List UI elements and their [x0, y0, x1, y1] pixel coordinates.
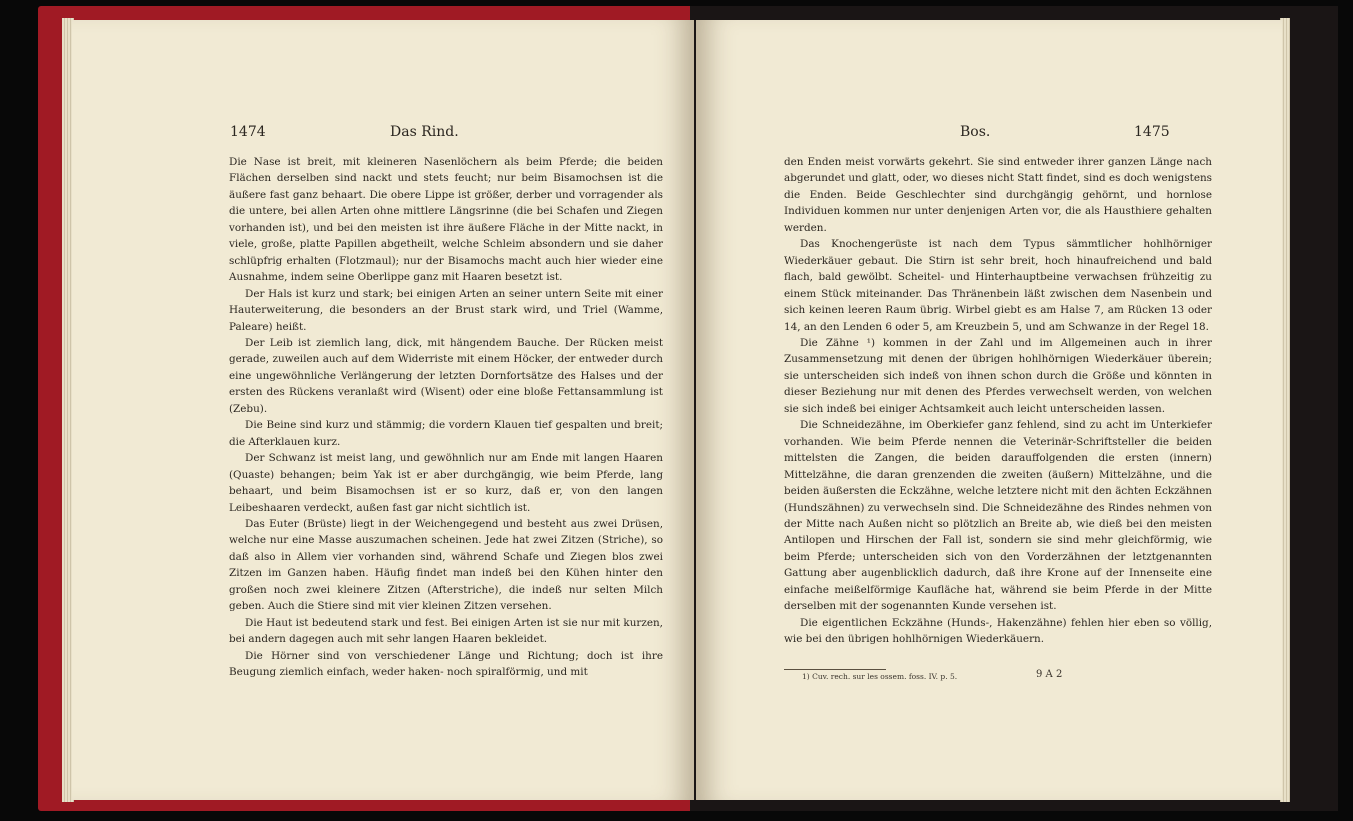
- left-page: [72, 20, 694, 800]
- left-body-text: [229, 154, 663, 681]
- paragraph: Die eigentlichen Eckzähne (Hunds-, Hakenzähne) fehlen hier eben so völlig, wie bei den übrigen hohlhörnigen Wiederkäuern.: [784, 616, 1212, 646]
- paragraph: den Enden meist vorwärts gekehrt. Sie sind entweder ihrer ganzen Länge nach abgerundet und glatt, oder, wo dieses nicht Statt findet, sind es doch wenigstens die Enden. Beide Geschlechter sind durchgängig gehörnt, und hornlose Individuen kommen nur unter denjenigen Arten vor, die als Hausthiere gehalten werden.: [784, 156, 1212, 234]
- paragraph: Das Knochengerüste ist nach dem Typus sämmtlicher hohlhörniger Wiederkäuer gebaut. Die Stirn ist sehr breit, hoch hinaufreichend und bald flach, bald gewölbt. Scheitel- und Hinterhauptbeine verwachsen frühzeitig zu einem Stück miteinander. Das Thränenbein läßt zwischen dem Nasenbein und sich keinen leeren Raum übrig. Wirbel giebt es am Halse 7, am Rücken 13 oder 14, an den Lenden 6 oder 5, am Kreuzbein 5, und am Schwanze in der Regel 18.: [784, 238, 1212, 333]
- footnote: 1) Cuv. rech. sur les ossem. foss. IV. p. 5.: [802, 672, 958, 681]
- paragraph: Der Hals ist kurz und stark; bei einigen Arten an seiner untern Seite mit einer Hauterweiterung, die besonders an der Brust stark wird, und Triel (Wamme, Paleare) heißt.: [229, 287, 663, 333]
- paragraph: Die Hörner sind von verschiedener Länge und Richtung; doch ist ihre Beugung ziemlich einfach, weder haken- noch spiralförmig, und mit: [229, 649, 663, 679]
- paragraph: Die Beine sind kurz und stämmig; die vordern Klauen tief gespalten und breit; die Afterklauen kurz.: [229, 419, 663, 448]
- paragraph: Die Nase ist breit, mit kleineren Nasenlöchern als beim Pferde; die beiden Flächen derselben sind nackt und stets feucht; nur beim Bisamochsen ist die äußere fast ganz behaart. Die obere Lippe ist größer, derber und vorragender als die untere, bei allen Arten ohne mittlere Längsrinne (die bei Schafen und Ziegen vorhanden ist), und bei den meisten ist ihre äußere Fläche in der Mitte nackt, in viele, große, platte Papillen abgetheilt, welche Schleim absondern und sie daher schlüpfrig erhalten (Flotzmaul); nur der Bisamochs macht auch hier wieder eine Ausnahme, indem seine Oberlippe ganz mit Haaren besetzt ist.: [229, 156, 663, 284]
- paragraph: Die Zähne ¹) kommen in der Zahl und im Allgemeinen auch in ihrer Zusammensetzung mit denen der übrigen hohlhörnigen Wiederkäuer überein; sie unterscheiden sich indeß von ihnen schon durch die Größe und könnten in dieser Beziehung nur mit denen des Pferdes verwechselt werden, von welchen sie sich indeß bei einiger Achtsamkeit auch leicht unterscheiden lassen.: [784, 336, 1212, 415]
- right-body-text: [784, 154, 1212, 648]
- running-title: Das Rind.: [390, 124, 459, 140]
- paragraph: Die Haut ist bedeutend stark und fest. Bei einigen Arten ist sie nur mit kurzen, bei andern dagegen auch mit sehr langen Haaren bekleidet.: [229, 616, 663, 646]
- paragraph: Das Euter (Brüste) liegt in der Weichengegend und besteht aus zwei Drüsen, welche nur eine Masse auszumachen scheinen. Jede hat zwei Zitzen (Striche), so daß also in Allem vier vorhanden sind, während Schafe und Ziegen blos zwei Zitzen im Ganzen haben. Häufig findet man indeß bei den Kühen hinter den großen noch zwei kleinere Zitzen (Afterstriche), die indeß nur selten Milch geben. Auch die Stiere sind mit vier kleinen Zitzen versehen.: [229, 517, 663, 613]
- right-page: [696, 20, 1282, 800]
- running-title: Bos.: [960, 124, 991, 140]
- footnote-divider: [784, 669, 886, 670]
- paragraph: Der Leib ist ziemlich lang, dick, mit hängendem Bauche. Der Rücken meist gerade, zuweilen auch auf dem Widerriste mit einem Höcker, der entweder durch eine ungewöhnliche Verlängerung der letzten Dornfortsätze des Halses und der ersten des Rückens veranlaßt wird (Wisent) oder eine bloße Fettansammlung ist (Zebu).: [229, 336, 663, 415]
- page-number: 1474: [230, 124, 266, 140]
- paragraph: Die Schneidezähne, im Oberkiefer ganz fehlend, sind zu acht im Unterkiefer vorhanden. Wie beim Pferde nennen die Veterinär-Schriftsteller die beiden mittelsten die Zangen, die beiden darauffolgenden die ersten (innern) Mittelzähne, die daran grenzenden die zweiten (äußern) Mittelzähne, und die beiden äußersten die Eckzähne, welche letztere nicht mit den ächten Eckzähnen (Hundszähnen) zu verwechseln sind. Die Schneidezähne des Rindes nehmen von der Mitte nach Außen nicht so plötzlich an Breite ab, wie dieß bei den meisten Antilopen und Hirschen der Fall ist, sondern sie sind mehr gleichförmig, wie beim Pferde; unterscheiden sich von den Vorderzähnen der letztgenannten Gattung aber augenblicklich dadurch, daß ihre Krone auf der Innenseite eine einfache meißelförmige Kaufläche hat, während sie beim Pferde in der Mitte derselben mit der sogenannten Kunde versehen ist.: [784, 419, 1212, 613]
- paragraph: Der Schwanz ist meist lang, und gewöhnlich nur am Ende mit langen Haaren (Quaste) behangen; beim Yak ist er aber durchgängig, wie beim Pferde, lang behaart, und beim Bisamochsen ist er so kurz, daß er, von den langen Leibeshaaren verdeckt, außen fast gar nicht sichtlich ist.: [229, 452, 663, 514]
- page-number: 1475: [1134, 124, 1170, 140]
- printer-signature: 9 A 2: [1036, 669, 1063, 680]
